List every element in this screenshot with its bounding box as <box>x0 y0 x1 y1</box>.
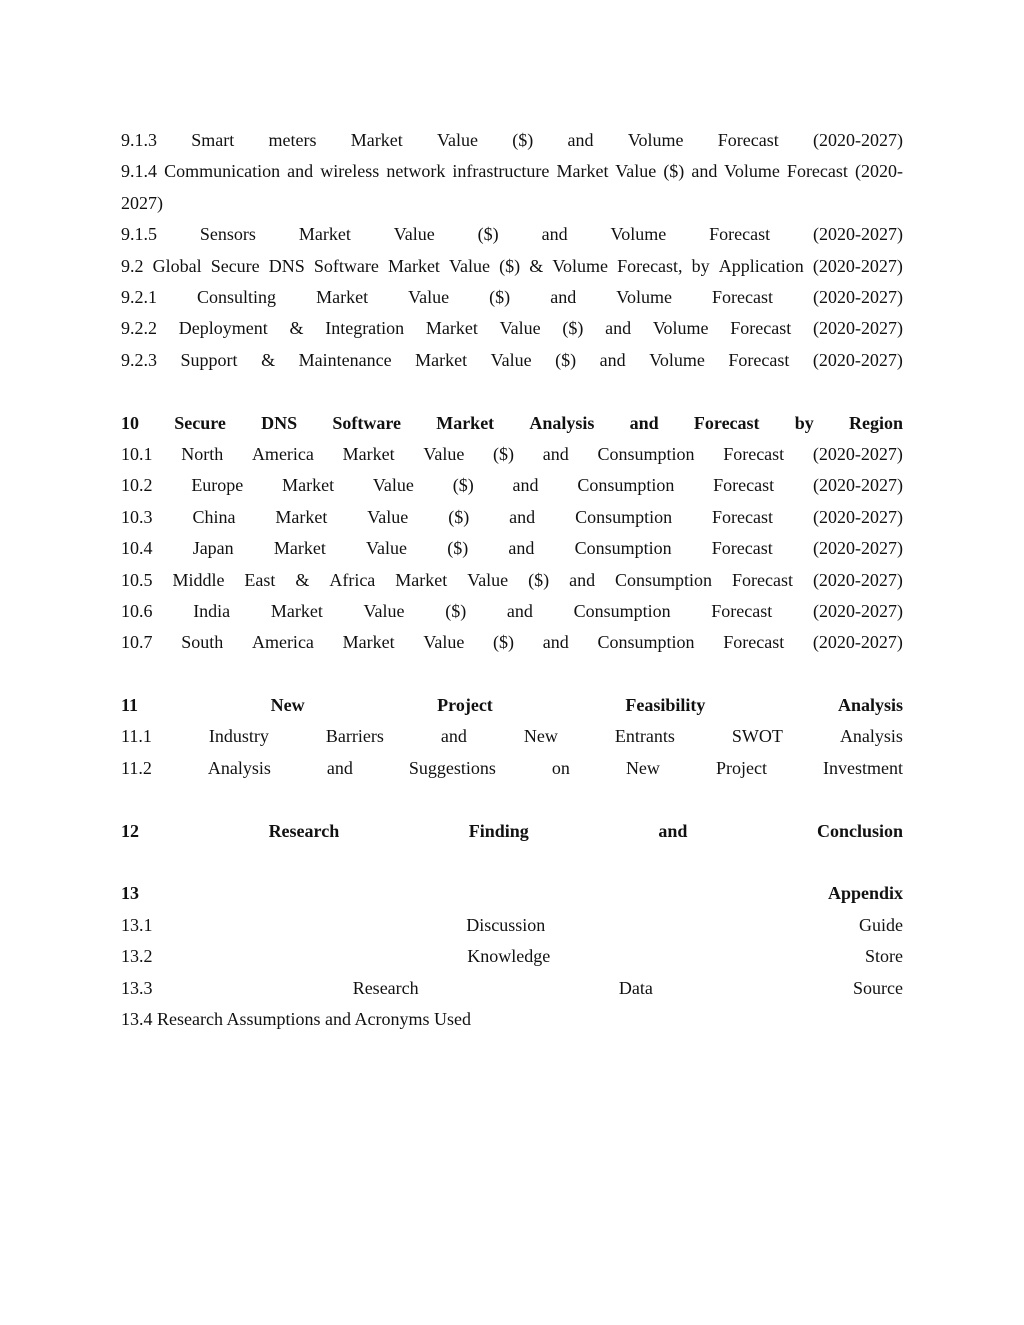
blank-line <box>121 784 903 815</box>
toc-entry: 13.4 Research Assumptions and Acronyms Used <box>121 1008 471 1029</box>
toc-heading: 10 Secure DNS Software Market Analysis and Forecast by Region <box>121 412 903 433</box>
toc-entry: 13.3 Research Data Source <box>121 977 903 998</box>
toc-entry: 10.1 North America Market Value ($) and Consumption Forecast (2020-2027) <box>121 443 903 464</box>
toc-entry: 9.1.3 Smart meters Market Value ($) and Volume Forecast (2020-2027) <box>121 130 903 150</box>
toc-heading: 13 Appendix <box>121 883 903 904</box>
toc-entry: 9.1.5 Sensors Market Value ($) and Volume Forecast (2020-2027) <box>121 224 903 245</box>
blank-line <box>121 847 903 878</box>
toc-entry: 11.2 Analysis and Suggestions on New Project Investment <box>121 757 903 778</box>
toc-entry: 9.2 Global Secure DNS Software Market Value ($) & Volume Forecast, by Application (2020-2027) <box>121 255 903 276</box>
toc-entry: 13.1 Discussion Guide <box>121 914 903 935</box>
toc-entry: 10.3 China Market Value ($) and Consumption Forecast (2020-2027) <box>121 506 903 527</box>
toc-entry: 10.5 Middle East & Africa Market Value ($) and Consumption Forecast (2020-2027) <box>121 569 903 590</box>
toc-entry: 9.2.1 Consulting Market Value ($) and Volume Forecast (2020-2027) <box>121 286 903 307</box>
toc-heading: 11 New Project Feasibility Analysis <box>121 695 903 716</box>
toc-entry: 9.2.2 Deployment & Integration Market Value ($) and Volume Forecast (2020-2027) <box>121 318 903 339</box>
toc-entry: 9.2.3 Support & Maintenance Market Value ($) and Volume Forecast (2020-2027) <box>121 349 903 370</box>
blank-line <box>121 376 903 407</box>
table-of-contents <box>121 125 903 1035</box>
toc-entry: 11.1 Industry Barriers and New Entrants SWOT Analysis <box>121 726 903 747</box>
toc-entry: 10.7 South America Market Value ($) and Consumption Forecast (2020-2027) <box>121 632 903 653</box>
toc-entry: 10.4 Japan Market Value ($) and Consumption Forecast (2020-2027) <box>121 538 903 559</box>
toc-entry: 9.1.4 Communication and wireless network infrastructure Market Value ($) and Volume Forecast (2020-2027) <box>121 161 903 213</box>
toc-entry: 13.2 Knowledge Store <box>121 946 903 967</box>
blank-line <box>121 659 903 690</box>
toc-entry: 10.6 India Market Value ($) and Consumption Forecast (2020-2027) <box>121 600 903 621</box>
toc-heading: 12 Research Finding and Conclusion <box>121 820 903 841</box>
toc-entry: 10.2 Europe Market Value ($) and Consumption Forecast (2020-2027) <box>121 475 903 496</box>
